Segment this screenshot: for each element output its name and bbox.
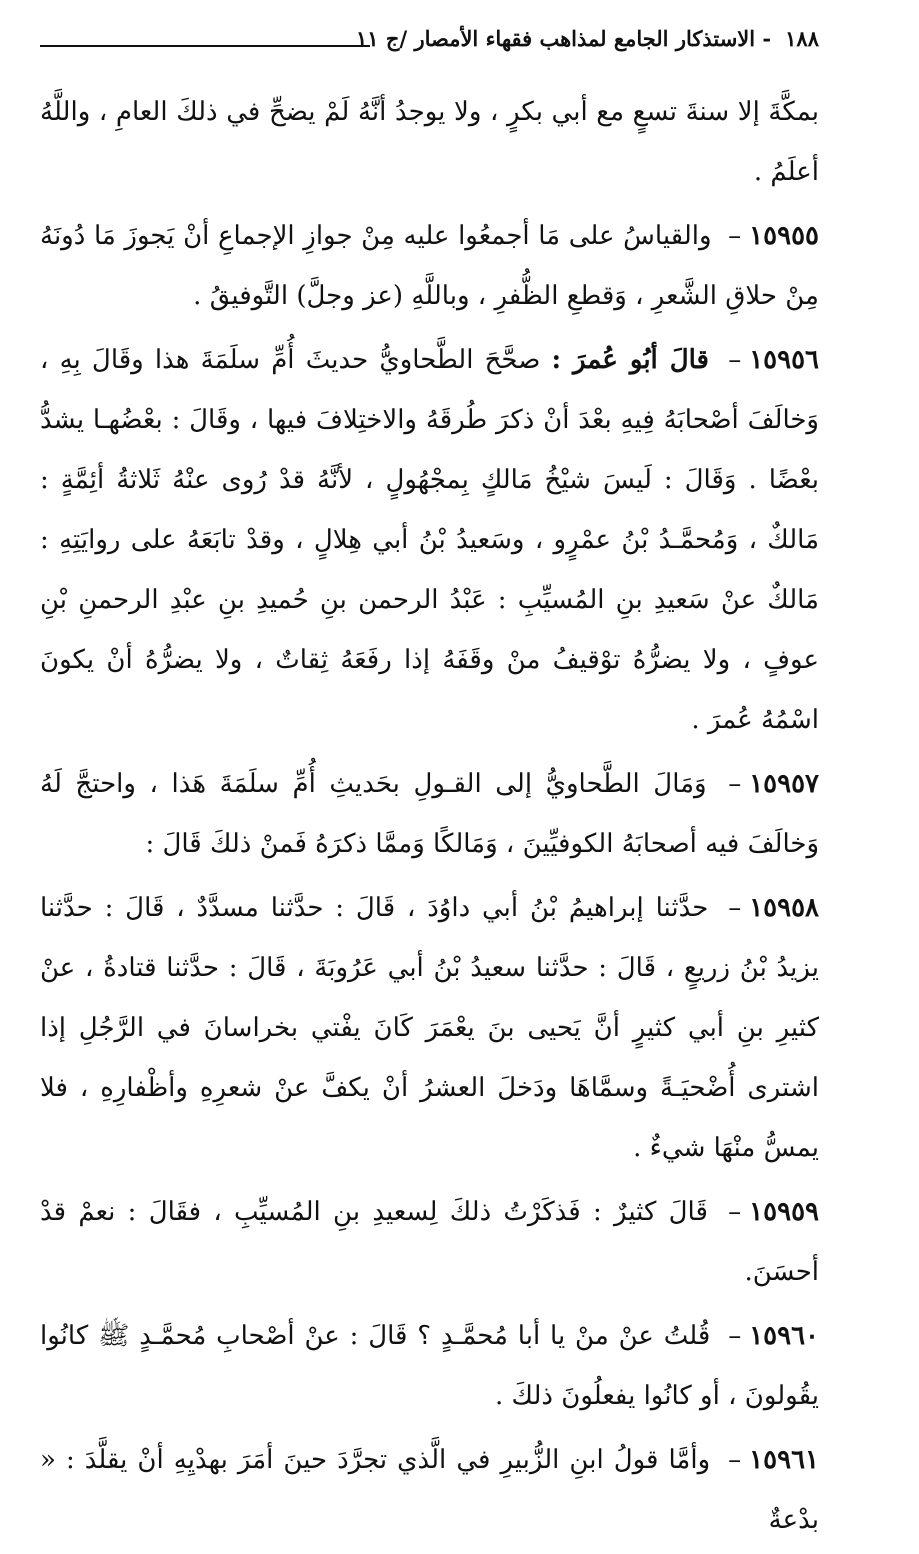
running-title: - الاستذكار الجامع لمذاهب فقهاء الأمصار /ج ١١: [356, 25, 772, 51]
paragraph: ١٥٩٥٧– وَمَالَ الطَّحاويُّ إلى القـولِ بحَديثِ أُمِّ سلَمَةَ هَذا ، واحتجَّ لَهُ وَخالَفَ فيه أصحابَهُ الكوفيِّينَ ، وَمَالكًا وَممَّا ذكرَهُ فَمنْ ذلكَ قَالَ :: [40, 769, 820, 859]
paragraph-number: ١٥٩٥٦: [749, 345, 820, 375]
paragraph-text: بمكَّةَ إلا سنةَ تسعٍ مع أبي بكرٍ ، ولا يوجدُ أنَّهُ لَمْ يضحِّ في ذلكَ العامِ ، واللَّهُ أعلَمُ .: [40, 97, 819, 187]
paragraph: ١٥٩٥٦– قالَ أبُو عُمرَ : صحَّحَ الطَّحاويُّ حديثَ أُمِّ سلَمَةَ هذا وقَالَ بِهِ ، وَخالَفَ أصْحابَهُ فِيهِ بعْدَ أنْ ذكرَ طُرقَهُ والاختِلافَ فيها ، وقَالَ : بعْضُهـا يشدُّ بعْضًا . وَقَالَ : لَيسَ شيْخُ مَالكٍ بِمجْهُولٍ ، لأنَّهُ قدْ رُوى عنْهُ ثَلاثةُ أئِمَّةٍ : مَالكٌ ، وَمُحمَّـدُ بْنُ عمْرٍو ، وسَعيدُ بْنُ أبي هِلالٍ ، وقدْ تابَعَهُ على روايَتِهِ : مَالكٌ عنْ سَعيدِ بنِ المُسيِّبِ : عَبْدُ الرحمن بنِ حُميدِ بنِ عبْدِ الرحمنِ بْنِ عوفٍ ، ولا يضرُّهُ توْقيفُ منْ وقَفَهُ إذا رفَعَهُ ثِقاتٌ ، ولا يضرُّهُ أنْ يكونَ اسْمُهُ عُمرَ .: [40, 345, 820, 735]
paragraph-lead: قالَ أبُو عُمرَ :: [551, 345, 709, 375]
paragraph: ١٥٩٦٠– قُلتُ عنْ منْ يا أبا مُحمَّـدٍ ؟ قَالَ : عنْ أصْحابِ مُحمَّـدٍ ﷺ كانُوا يقُولونَ ، أو كانُوا يفعلُونَ ذلكَ .: [40, 1321, 820, 1411]
paragraph-text: قَالَ كثيرٌ : فَذكَرْتُ ذلكَ لِسعيدِ بنِ المُسيِّبِ ، فقَالَ : نعمْ قدْ أحسَنَ.: [40, 1197, 819, 1287]
paragraph: [40, 82, 819, 202]
paragraph: ١٥٩٥٩– قَالَ كثيرٌ : فَذكَرْتُ ذلكَ لِسعيدِ بنِ المُسيِّبِ ، فقَالَ : نعمْ قدْ أحسَنَ.: [40, 1197, 819, 1287]
paragraph: ١٥٩٥٨– حدَّثنا إبراهيمُ بْنُ أبي داوُدَ ، قَالَ : حدَّثنا مسدَّدٌ ، قَالَ : حدَّثنا يزيدُ بْنُ زريعٍ ، قَالَ : حدَّثنا سعيدُ بْنُ أبي عَرُوبَةَ ، قَالَ : حدَّثنا قتادةُ ، عنْ كثيرِ بنِ أبي كثيرٍ أنَّ يَحيى بنَ يعْمَرَ كَانَ يفْتي بخراسانَ في الرَّجُلِ إذا اشترى أُضْحيَـةً وسمَّاهَا ودَخلَ العشرُ أنْ يكفَّ عنْ شعرِهِ وأظْفارِهِ ، فلا يمسُّ منْهَا شيءٌ .: [40, 893, 820, 1163]
paragraph-number: ١٥٩٥٩: [749, 1197, 819, 1227]
page-header: [40, 18, 819, 58]
header-rule: [40, 45, 370, 47]
paragraph-number: ١٥٩٥٨: [749, 893, 820, 923]
paragraph-text: والقياسُ على مَا أجمعُوا عليه مِنْ جوازِ الإجماعِ أنْ يَجوزَ مَا دُونَهُ مِنْ حلاقِ الشَّعرِ ، وَقطعِ الظُّفرِ ، وباللَّهِ (عز وجلَّ) التَّوفيقُ .: [40, 221, 819, 311]
paragraph-number: ١٥٩٥٥: [749, 221, 819, 251]
paragraph: ١٥٩٥٥– والقياسُ على مَا أجمعُوا عليه مِنْ جوازِ الإجماعِ أنْ يَجوزَ مَا دُونَهُ مِنْ حلاقِ الشَّعرِ ، وَقطعِ الظُّفرِ ، وباللَّهِ (عز وجلَّ) التَّوفيقُ .: [40, 221, 819, 311]
paragraph-number: ١٥٩٦١: [749, 1445, 819, 1475]
paragraph-text: وَمَالَ الطَّحاويُّ إلى القـولِ بحَديثِ أُمِّ سلَمَةَ هَذا ، واحتجَّ لَهُ وَخالَفَ فيه أصحابَهُ الكوفيِّينَ ، وَمَالكًا وَممَّا ذكرَهُ فَمنْ ذلكَ قَالَ :: [40, 769, 819, 859]
paragraph-text: وأمَّا قولُ ابنِ الزُّبيرِ في الَّذي تجرَّدَ حينَ أمَرَ بهدْيِهِ أنْ يقلَّدَ : « بدْعةٌ: [40, 1445, 819, 1535]
page-number: ١٨٨: [785, 25, 819, 51]
text-body: [40, 82, 819, 1554]
paragraph-text: حدَّثنا إبراهيمُ بْنُ أبي داوُدَ ، قَالَ : حدَّثنا مسدَّدٌ ، قَالَ : حدَّثنا يزيدُ بْنُ زريعٍ ، قَالَ : حدَّثنا سعيدُ بْنُ أبي عَرُوبَةَ ، قَالَ : حدَّثنا قتادةُ ، عنْ كثيرِ بنِ أبي كثيرٍ أنَّ يَحيى بنَ يعْمَرَ كَانَ يفْتي بخراسانَ في الرَّجُلِ إذا اشترى أُضْحيَـةً وسمَّاهَا ودَخلَ العشرُ أنْ يكفَّ عنْ شعرِهِ وأظْفارِهِ ، فلا يمسُّ منْهَا شيءٌ .: [40, 893, 819, 1163]
paragraph-number: ١٥٩٥٧: [749, 769, 820, 799]
paragraph: ١٥٩٦١– وأمَّا قولُ ابنِ الزُّبيرِ في الَّذي تجرَّدَ حينَ أمَرَ بهدْيِهِ أنْ يقلَّدَ : « بدْعةٌ: [40, 1445, 819, 1535]
paragraph-number: ١٥٩٦٠: [749, 1321, 820, 1351]
paragraph-text: صحَّحَ الطَّحاويُّ حديثَ أُمِّ سلَمَةَ هذا وقَالَ بِهِ ، وَخالَفَ أصْحابَهُ فِيهِ بعْدَ أنْ ذكرَ طُرقَهُ والاختِلافَ فيها ، وقَالَ : بعْضُهـا يشدُّ بعْضًا . وَقَالَ : لَيسَ شيْخُ مَالكٍ بِمجْهُولٍ ، لأنَّهُ قدْ رُوى عنْهُ ثَلاثةُ أئِمَّةٍ : مَالكٌ ، وَمُحمَّـدُ بْنُ عمْرٍو ، وسَعيدُ بْنُ أبي هِلالٍ ، وقدْ تابَعَهُ على روايَتِهِ : مَالكٌ عنْ سَعيدِ بنِ المُسيِّبِ : عَبْدُ الرحمن بنِ حُميدِ بنِ عبْدِ الرحمنِ بْنِ عوفٍ ، ولا يضرُّهُ توْقيفُ منْ وقَفَهُ إذا رفَعَهُ ثِقاتٌ ، ولا يضرُّهُ أنْ يكونَ اسْمُهُ عُمرَ .: [40, 345, 819, 735]
paragraph-text: قُلتُ عنْ منْ يا أبا مُحمَّـدٍ ؟ قَالَ : عنْ أصْحابِ مُحمَّـدٍ ﷺ كانُوا يقُولونَ ، أو كانُوا يفعلُونَ ذلكَ .: [40, 1321, 819, 1411]
